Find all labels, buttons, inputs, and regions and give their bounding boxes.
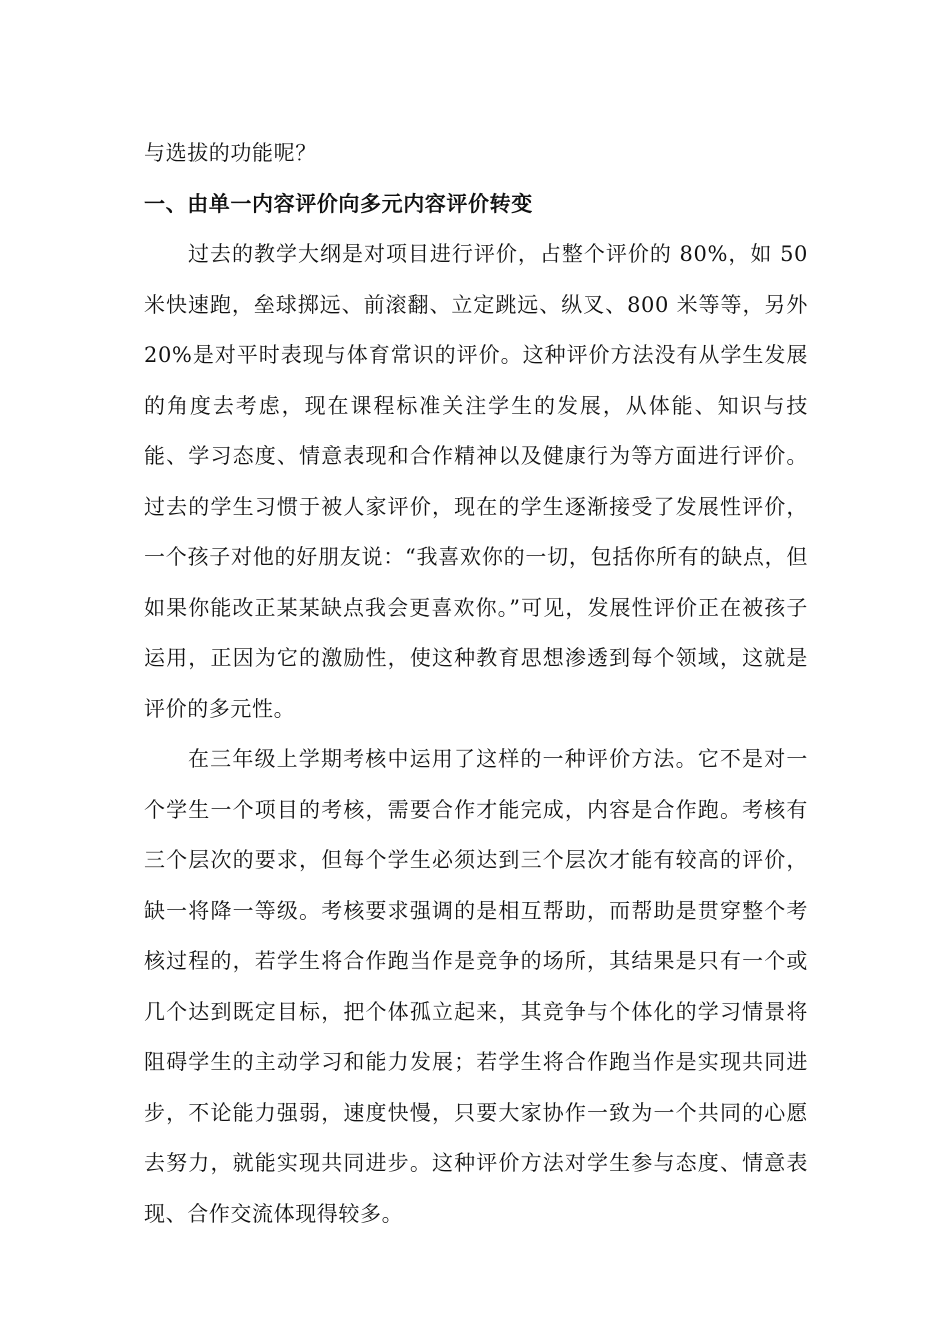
lead-line: 与选拔的功能呢？ [144,141,317,165]
section-heading: 一、由单一内容评价向多元内容评价转变 [144,191,533,216]
paragraph-evaluation-history: 过去的教学大纲是对项目进行评价，占整个评价的 80%，如 50 米快速跑，垒球掷远、前滚翻、立定跳远、纵叉、800 米等等，另外 20%是对平时表现与体育常识的评价。这种评价方法没有从学生发展的角度去考虑，现在课程标准关注学生的发展，从体能、知识与技能、学习态度、情意表现和合作精神以及健康行为等方面进行评价。过去的学生习惯于被人家评价，现在的学生逐渐接受了发展性评价，一个孩子对他的好朋友说：“我喜欢你的一切，包括你所有的缺点，但如果你能改正某某缺点我会更喜欢你。”可见，发展性评价正在被孩子运用，正因为它的激励性，使这种教育思想渗透到每个领域，这就是评价的多元性。 [144,242,808,721]
paragraph-cooperative-run: 在三年级上学期考核中运用了这样的一种评价方法。它不是对一个学生一个项目的考核，需要合作才能完成，内容是合作跑。考核有三个层次的要求，但每个学生必须达到三个层次才能有较高的评价，缺一将降一等级。考核要求强调的是相互帮助，而帮助是贯穿整个考核过程的，若学生将合作跑当作是竞争的场所，其结果是只有一个或几个达到既定目标，把个体孤立起来，其竞争与个体化的学习情景将阻碍学生的主动学习和能力发展；若学生将合作跑当作是实现共同进步，不论能力强弱，速度快慢，只要大家协作一致为一个共同的心愿去努力，就能实现共同进步。这种评价方法对学生参与态度、情意表现、合作交流体现得较多。 [144,747,808,1226]
document-body [144,128,808,1239]
